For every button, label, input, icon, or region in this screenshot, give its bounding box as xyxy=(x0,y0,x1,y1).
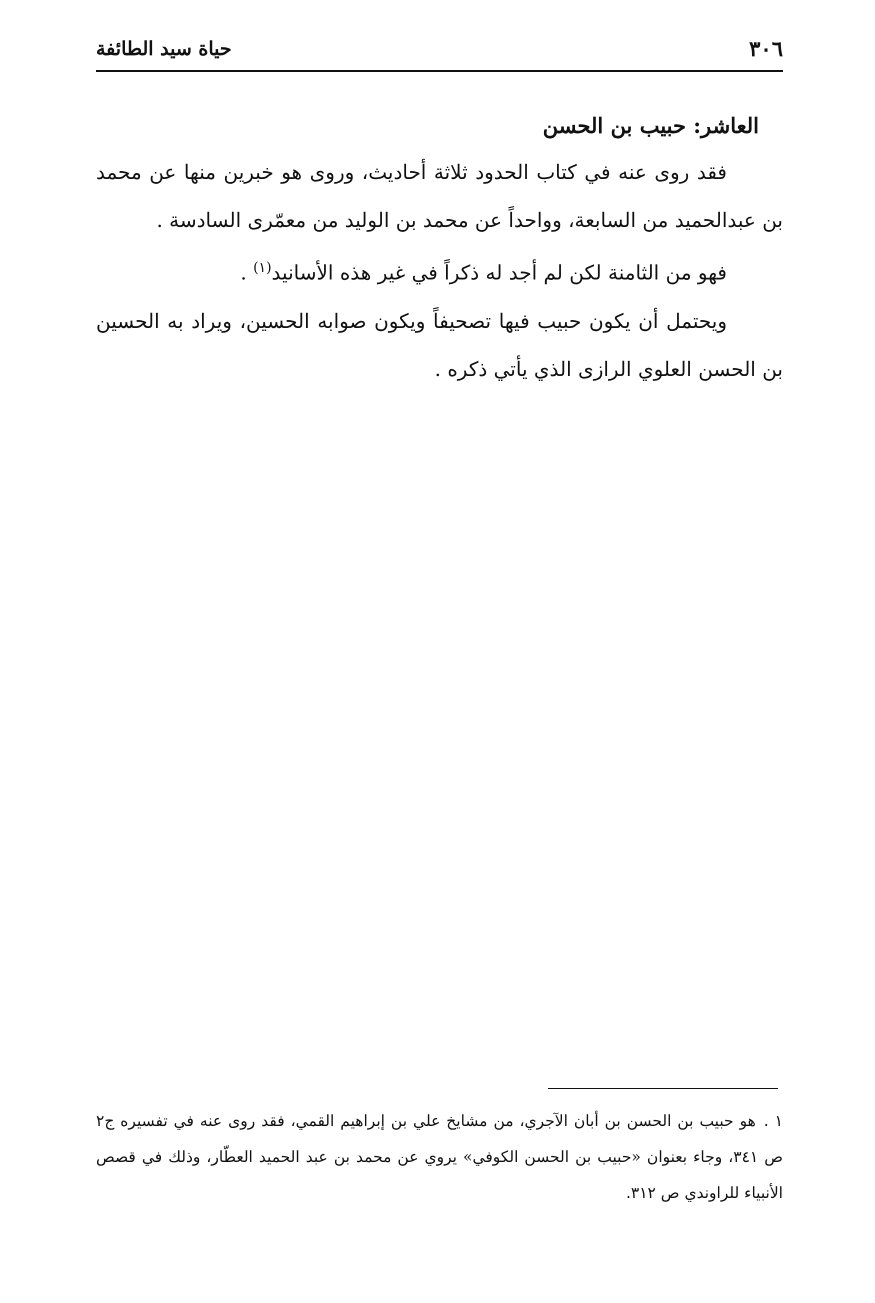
footnote-reference[interactable]: (١) xyxy=(253,260,272,276)
footnote-text: هو حبيب بن الحسن بن أبان الآجري، من مشايخ علي بن إبراهيم القمي، فقد روى عنه في تفسيره ج٢ ص ٣٤١، وجاء بعنوان «حبيب بن الحسن الكوفي» يروي عن محمد بن عبد الحميد العطّار، وذلك في قصص الأنبياء للراوندي ص ٣١٢. xyxy=(96,1112,784,1202)
paragraph-2-end: . xyxy=(240,260,254,285)
paragraph-2 xyxy=(96,244,783,297)
footnotes xyxy=(96,1103,783,1211)
section-heading: العاشر: حبيب بن الحسن xyxy=(542,113,759,138)
page-number: ٣٠٦ xyxy=(749,36,783,61)
footnote-1 xyxy=(96,1103,783,1211)
footnote-mark: ١ . xyxy=(763,1112,783,1130)
paragraph-1: فقد روى عنه في كتاب الحدود ثلاثة أحاديث، وروى هو خبرين منها عن محمد بن عبدالحميد من السابعة، وواحداً عن محمد بن الوليد من معمّرى السادسة . xyxy=(96,160,783,232)
running-title: حياة سيد الطائفة xyxy=(96,38,232,60)
page-header xyxy=(96,34,783,72)
footnote-divider xyxy=(548,1088,778,1089)
paragraph-2-text: فهو من الثامنة لكن لم أجد له ذكراً في غير هذه الأسانيد xyxy=(271,260,727,285)
paragraph-3: ويحتمل أن يكون حبيب فيها تصحيفاً ويكون صوابه الحسين، ويراد به الحسين بن الحسن العلوي الرازى الذي يأتي ذكره . xyxy=(96,308,783,381)
main-text xyxy=(96,104,783,393)
